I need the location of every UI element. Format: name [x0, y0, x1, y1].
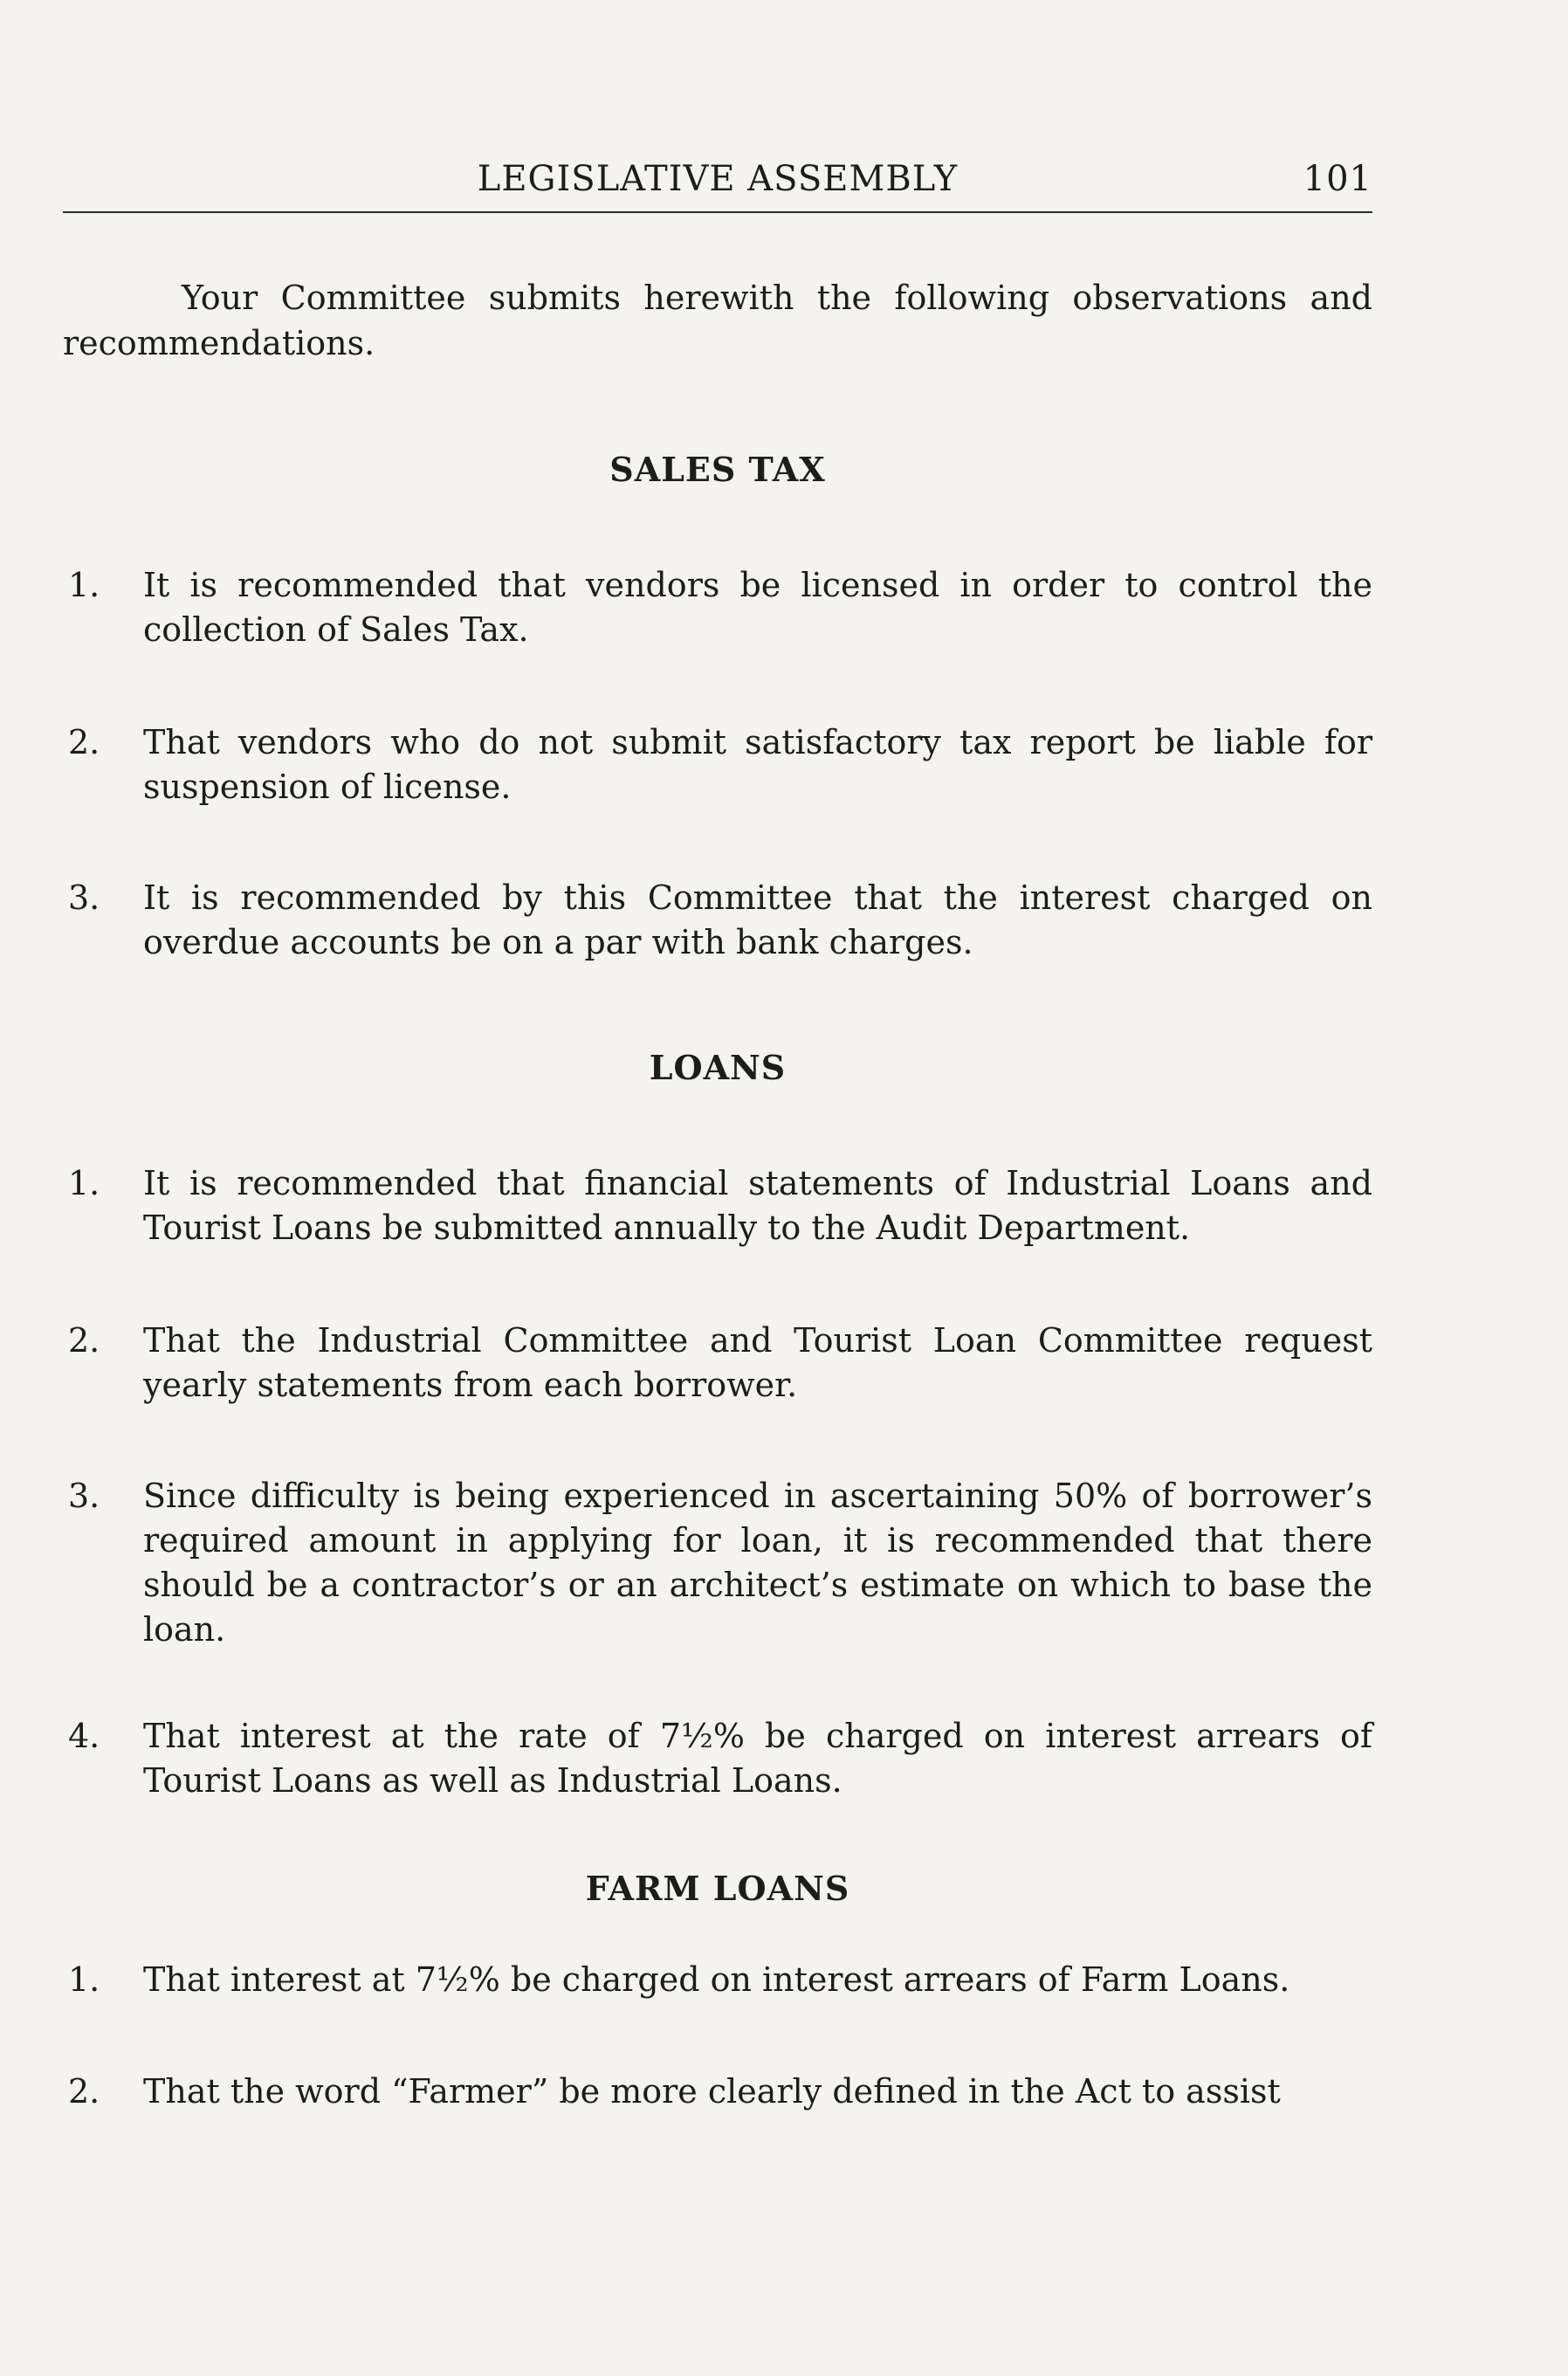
- section-heading-farm-loans: FARM LOANS: [585, 1869, 850, 1908]
- running-header: [63, 159, 1372, 208]
- item-number: 3.: [68, 878, 100, 917]
- item-number: 3.: [68, 1477, 100, 1515]
- item-number: 1.: [68, 1164, 100, 1202]
- item-text: It is recommended that vendors be licensed in order to control the collection of Sales Tax.: [143, 566, 1372, 649]
- item-number: 1.: [68, 566, 100, 604]
- intro-paragraph: Your Committee submits herewith the following observations and recommendations.: [63, 279, 1372, 362]
- sales-tax-item-1: [63, 563, 1372, 652]
- header-rule: [63, 211, 1372, 213]
- item-number: 2.: [68, 2072, 100, 2111]
- item-text: It is recommended by this Committee that the interest charged on overdue accounts be on a par with bank charges.: [143, 878, 1372, 961]
- section-heading-loans: LOANS: [649, 1048, 787, 1087]
- header-title: LEGISLATIVE ASSEMBLY: [477, 159, 959, 199]
- item-text: Since difficulty is being experienced in ascertaining 50% of borrower’s required amount in applying for loan, it is recommended that there should be a contractor’s or an architect’s estimate on which to base the loan.: [143, 1477, 1372, 1649]
- sales-tax-item-2: [63, 720, 1372, 809]
- loans-item-1: [63, 1161, 1372, 1250]
- section-heading-sales-tax: SALES TAX: [609, 450, 826, 489]
- item-text: That the word “Farmer” be more clearly defined in the Act to assist: [143, 2072, 1281, 2111]
- item-text: That interest at 7½% be charged on interest arrears of Farm Loans.: [143, 1960, 1290, 1999]
- loans-item-3: [63, 1474, 1372, 1652]
- item-text: It is recommended that financial statements of Industrial Loans and Tourist Loans be submitted annually to the Audit Department.: [143, 1164, 1372, 1247]
- item-number: 1.: [68, 1960, 100, 1999]
- item-text: That the Industrial Committee and Tourist Loan Committee request yearly statements from each borrower.: [143, 1321, 1372, 1404]
- item-text: That vendors who do not submit satisfactory tax report be liable for suspension of license.: [143, 723, 1372, 806]
- item-number: 2.: [68, 723, 100, 761]
- page-number: 101: [1303, 159, 1372, 199]
- item-text: That interest at the rate of 7½% be charged on interest arrears of Tourist Loans as well as Industrial Loans.: [143, 1717, 1372, 1800]
- farm-loans-item-2: [63, 2070, 1372, 2114]
- loans-item-4: [63, 1714, 1372, 1803]
- document-page: [63, 0, 1372, 2376]
- item-number: 2.: [68, 1321, 100, 1360]
- farm-loans-item-1: [63, 1958, 1372, 2002]
- loans-item-2: [63, 1319, 1372, 1408]
- sales-tax-item-3: [63, 876, 1372, 965]
- item-number: 4.: [68, 1717, 100, 1755]
